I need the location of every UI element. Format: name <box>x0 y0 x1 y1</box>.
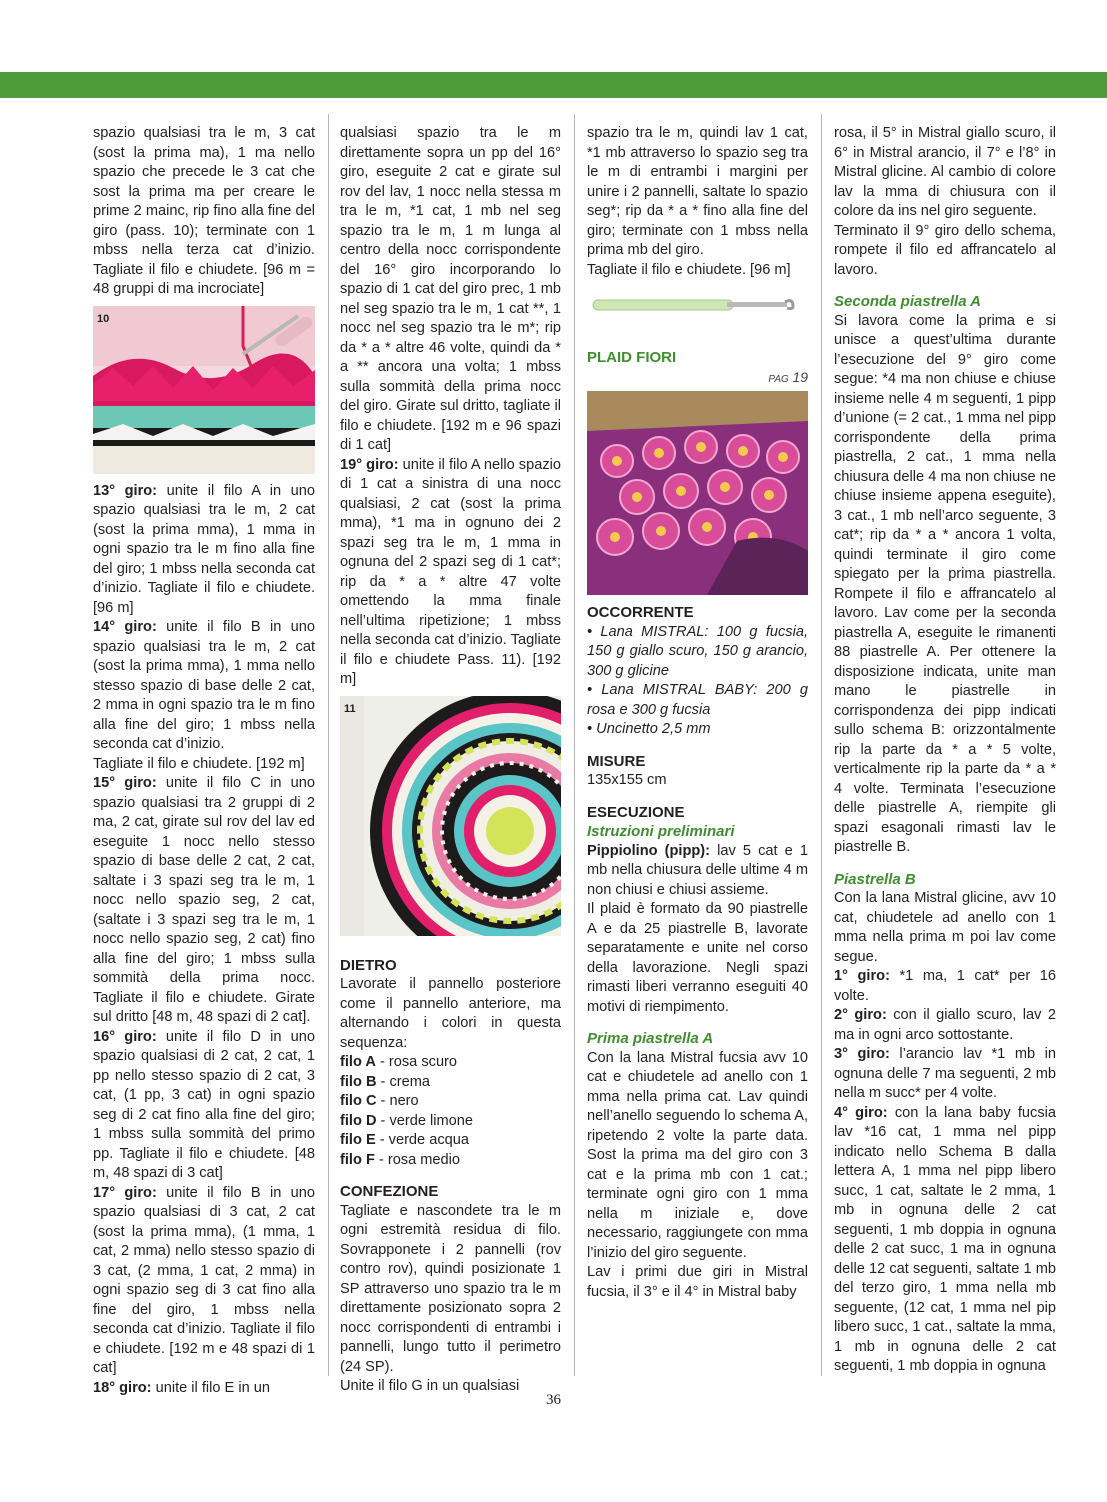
round-label: 16° giro: <box>93 1028 157 1045</box>
paragraph <box>834 967 1056 1006</box>
paragraph: Con la lana Mistral glicine, avv 10 cat, chiudetele ad anello con 1 mma nella prima m poi lav come segue. <box>834 890 1056 965</box>
section-title-occorrente: OCCORRENTE <box>587 604 694 621</box>
materials-item: • Lana MISTRAL BABY: 200 g rosa e 300 g fucsia <box>587 682 808 718</box>
column-4 <box>834 124 1056 1377</box>
paragraph: Terminato il 9° giro dello schema, rompete il filo ed affrancatelo al lavoro. <box>834 222 1056 278</box>
round-label: 13° giro: <box>93 482 158 499</box>
yarn-color: - rosa medio <box>374 1151 461 1168</box>
round-text: unite il filo A nello spazio di 1 cat a sinistra di una nocc qualsiasi, 2 cat (sost la prima mma), *1 ma in ognuno dei 2 spazi seg tra le m, 1 mma in ognuna del 2 spazi seg di 1 cat*; rip da * a * altre 47 volte omettendo la mma finale nell’ultima ripetizione; 1 mbss nella seconda cat d’inizio. Tagliate il filo e chiudete Pass. 11). [192 m] <box>340 456 561 687</box>
paragraph <box>93 618 315 755</box>
paragraph: Unite il filo G in un qualsiasi <box>340 1378 520 1394</box>
header-green-bar <box>0 72 1107 98</box>
paragraph: Tagliate il filo e chiudete. [96 m] <box>587 261 791 278</box>
yarn-item <box>340 1131 561 1151</box>
round-text: con il giallo scuro, lav 2 ma in ogni arco sottostante. <box>834 1007 1056 1043</box>
crochet-hook-icon <box>587 280 808 336</box>
paragraph <box>834 1104 1056 1377</box>
crochet-hook-image <box>587 280 808 336</box>
yarn-item <box>340 1092 561 1112</box>
paragraph: Lav i primi due giri in Mistral fucsia, il 3° e il 4° in Mistral baby <box>587 1264 808 1300</box>
paragraph: spazio qualsiasi tra le m, 3 cat (sost la prima ma), 1 ma nello spazio che precede le 3 cat che sost la prima ma per creare le prime 2 mainc, rip fino alla fine del giro (pass. 10); terminate con 1 mbss nella terza cat d’inizio. Tagliate il filo e chiudete. [96 m = 48 gruppi di ma incrociate] <box>93 125 315 297</box>
paragraph <box>93 1184 315 1379</box>
crochet-photo-10 <box>93 306 315 474</box>
round-text: unite il filo C in uno spazio qualsiasi tra 2 gruppi di 2 ma, 2 cat, girate sul rov del lav ed eseguite 1 nocc nello stesso spazio di base delle 2 cat, 2 cat, saltate i 3 spazi seg tra le m, 1 nocc nello spazio seg, 2 cat, (saltate i 3 spazi seg tra le m, 1 nocc nello spazio seg, 2 cat) fino alla fine del giro; 1 mbss sulla sommità della prima nocc. Tagliate il filo e chiudete. Girate sul dritto [48 m, 48 spazi di 2 cat]. <box>93 775 315 1025</box>
page-number: 36 <box>546 1392 561 1408</box>
round-label: 1° giro: <box>834 968 890 984</box>
yarn-color: - crema <box>376 1073 430 1090</box>
yarn-color: - rosa scuro <box>375 1054 458 1070</box>
column-3 <box>587 124 808 1302</box>
column-divider <box>821 114 822 1376</box>
round-text: unite il filo A in uno spazio qualsiasi tra le m, 2 cat (sost la prima mma), 1 mma in ogni spazio tra le m fino alla fine del giro; 1 mbss nella seconda cat d’inizio. Tagliate il filo e chiudete. [96 m] <box>93 482 315 616</box>
paragraph <box>834 1045 1056 1104</box>
yarn-name: filo B <box>340 1073 377 1090</box>
mandala-photo-image <box>340 696 561 936</box>
section-title-esecuzione: ESECUZIONE <box>587 803 685 821</box>
paragraph <box>93 482 315 619</box>
yarn-item <box>340 1053 561 1073</box>
paragraph <box>834 1006 1056 1045</box>
paragraph: Il plaid è formato da 90 piastrelle A e da 25 piastrelle B, lavorate separatamente e unite nel corso della lavorazione. Negli spazi rimasti liberi verranno eseguiti 40 motivi di riempimento. <box>587 901 808 1015</box>
paragraph: rosa, il 5° in Mistral giallo scuro, il 6° in Mistral arancio, il 7° e l’8° in Mistral glicine. Al cambio di colore lav la mma di chiusura con il colore da ins nel giro seguente. <box>834 125 1056 219</box>
paragraph: spazio tra le m, quindi lav 1 cat, *1 mb attraverso lo spazio seg tra le m di entrambi i margini per unire i 2 pannelli, saltate lo spazio seg*; rip da * a * fino alla fine del giro; terminate con 1 mbss nella prima mb del giro. <box>587 125 808 258</box>
yarn-color: - verde acqua <box>375 1132 469 1148</box>
round-label: 19° giro: <box>340 456 399 473</box>
photo-number: 10 <box>97 312 110 325</box>
photo-number: 11 <box>344 702 356 715</box>
column-1 <box>93 124 315 1398</box>
round-label: 14° giro: <box>93 619 157 635</box>
round-text: l’arancio lav *1 mb in ognuna delle 7 ma seguenti, 2 mb nella m succ* per 4 volte. <box>834 1046 1056 1101</box>
yarn-name: filo A <box>340 1054 376 1070</box>
crochet-photo-11 <box>340 696 561 936</box>
materials-item: • Uncinetto 2,5 mm <box>587 721 711 737</box>
round-label: 18° giro: <box>93 1379 152 1396</box>
section-title-dietro: DIETRO <box>340 956 397 974</box>
paragraph: 135x155 cm <box>587 772 667 788</box>
page-reference-number: 19 <box>792 368 808 385</box>
paragraph <box>93 774 315 1028</box>
paragraph: qualsiasi spazio tra le m direttamente sopra un pp del 16° giro, eseguite 2 cat e girate sul rov del lav, 1 nocc nella stessa m tra le m, *1 cat, 1 mb nel seg spazio tra le m, 1 m lunga al centro della nocc corrispondente del 16° giro incorporando lo spazio di 1 cat del giro prec, 1 mb nel seg spazio tra le m, 1 cat **, 1 nocc nel seg spazio tra le m*; rip da * a * altre 46 volte, quindi da * a ** ancora una volta; 1 mbss sulla sommità della prima nocc del giro. Girate sul dritto, tagliate il filo e chiudete. [192 m e 96 spazi di 1 cat] <box>340 125 561 453</box>
subsection-title-istruzioni: Istruzioni preliminari <box>587 823 735 840</box>
column-divider <box>574 114 575 1376</box>
yarn-list <box>340 1053 561 1170</box>
round-label: 2° giro: <box>834 1007 887 1023</box>
yarn-item <box>340 1151 561 1171</box>
round-label: 3° giro: <box>834 1046 890 1062</box>
paragraph <box>340 456 561 690</box>
crochet-photo-image <box>93 306 315 474</box>
round-label: 15° giro: <box>93 775 157 791</box>
round-text: *1 ma, 1 cat* per 16 volte. <box>834 968 1056 1004</box>
yarn-name: filo E <box>340 1132 376 1148</box>
term-label: Pippiolino (pipp): <box>587 842 711 859</box>
round-label: 4° giro: <box>834 1104 888 1121</box>
yarn-color: - verde limone <box>376 1112 474 1129</box>
term-text: lav 5 cat e 1 mb nella chiusura delle ultime 4 m non chiusi e chiusi assieme. <box>587 842 808 898</box>
yarn-name: filo F <box>340 1151 375 1168</box>
paragraph: Tagliate e nascondete tra le m ogni estremità residua di filo. Sovrapponete i 2 pannelli (rov contro rov), quindi posizionate 1 SP attraverso uno spazio tra le m direttamente posizionato sopra 2 nocc corrispondenti di entrambi i pannelli, lungo tutto il perimetro (24 SP). <box>340 1202 561 1375</box>
subsection-title-prima-piastrella: Prima piastrella A <box>587 1030 714 1047</box>
subsection-title-piastrella-b: Piastrella B <box>834 870 916 888</box>
paragraph: Tagliate il filo e chiudete. [192 m] <box>93 755 305 772</box>
materials-item: • Lana MISTRAL: 100 g fucsia, 150 g giallo scuro, 150 g arancio, 300 g glicine <box>587 623 808 679</box>
yarn-name: filo C <box>340 1093 377 1109</box>
yarn-item <box>340 1073 561 1093</box>
page-reference-label: PAG <box>768 373 789 385</box>
yarn-item <box>340 1112 561 1132</box>
paragraph <box>587 842 808 901</box>
round-text: con la lana baby fucsia lav *16 cat, 1 mma nel pipp indicato nello Schema B dalla lettera A, 1 mma nel pipp libero succ, 1 cat, saltate le 2 mma, 1 mb in ognuna delle 2 cat seguenti, 1 mb doppia in ognuna delle 2 cat succ, 1 ma in ognuna delle 12 cat seguenti, saltate 1 mb del terzo giro, 1 mma nella mb seguente, (12 cat, 1 mma nel pip libero succ, 1 cat., saltate la mma, 1 mb in ognuna delle 2 cat seguenti, 1 mb doppia in ognuna <box>834 1104 1056 1374</box>
plaid-photo <box>587 391 808 595</box>
round-text: unite il filo B in uno spazio qualsiasi di 3 cat, 2 cat (sost la prima mma), (1 mma, 1 cat, 2 mma) nello stesso spazio di 3 cat, (2 mma, 1 cat, 2 mma) in ogni spazio seg di 3 cat fino alla fine del giro, 1 mbss nella seconda cat d’inizio. Tagliate il filo e chiudete. [192 m e 48 spazi di 1 cat] <box>93 1184 316 1376</box>
paragraph: Si lavora come la prima e si unisce a quest’ultima durante l’esecuzione del 9° giro come segue: *4 ma non chiuse e chiuse insieme nelle 4 m seguenti, 1 pipp d’unione (= 2 cat., 1 mma nel pipp corrispondente della prima piastrella, 2 cat., 1 mma nella chiusura delle 4 ma non chiuse ne chiuse insieme appena eseguite), 3 cat., 1 mb nell’arco seguente, 3 cat*; rip da * a * ancora 1 volta, quindi terminate il giro come spiegato per la prima piastrella. Rompete il filo e affrancatelo al lavoro. Lav come per la seconda piastrella A, eseguite le rimanenti 88 piastrelle A. Per ottenere la disposizione indicata, unite man mano le piastrelle in corrispondenza dei pipp indicati sullo schema B: orizzontalmente rip la parte da * a * 5 volte, verticalmente rip la parte da * a * 4 volte. Terminata l’esecuzione delle piastrelle A, riempite gli spazi esagonali rimasti lav le piastrelle B. <box>834 312 1056 855</box>
subsection-title-seconda-piastrella: Seconda piastrella A <box>834 293 981 310</box>
paragraph <box>93 1028 315 1184</box>
round-text: unite il filo B in uno spazio qualsiasi tra le m, 2 cat (sost la prima mma), 1 mma nello stesso spazio di base delle 2 cat, 2 mma in ogni spazio tra le m fino alla fine del giro; 1 mbss nella seconda cat d’inizio. <box>93 619 316 752</box>
column-divider <box>328 114 329 1376</box>
plaid-photo-image <box>587 391 808 595</box>
section-title-misure: MISURE <box>587 752 646 770</box>
round-text: unite il filo D in uno spazio qualsiasi di 2 cat, 2 cat, 1 pp nello stesso spazio di 2 cat, 3 cat, (1 pp, 3 cat) in ogni spazio seg di 2 cat fino alla fine del giro; 1 mbss sulla sommità del primo pp. Tagliate il filo e chiudete. [48 m, 48 spazi di 3 cat] <box>93 1028 315 1181</box>
round-label: 17° giro: <box>93 1184 157 1201</box>
page-reference <box>587 368 808 390</box>
yarn-name: filo D <box>340 1112 377 1129</box>
round-text: unite il filo E in un <box>151 1379 270 1396</box>
yarn-color: - nero <box>376 1093 419 1109</box>
section-title-confezione: CONFEZIONE <box>340 1183 439 1200</box>
paragraph: Lavorate il pannello posteriore come il pannello anteriore, ma alternando i colori in questa sequenza: <box>340 976 561 1051</box>
section-title-plaid-fiori: PLAID FIORI <box>587 349 677 366</box>
column-2 <box>340 124 561 1397</box>
paragraph: Con la lana Mistral fucsia avv 10 cat e chiudetele ad anello con 1 mma nella prima cat. Lav quindi nell’anello seguendo lo schema A, ripetendo 2 volte la parte data. Sost la prima ma del giro con 3 cat e la prima mb con 1 cat.; terminate ogni giro con 1 mma nella m iniziale e, dove necessario, raggiungete con mma l’inizio del giro seguente. <box>587 1049 808 1261</box>
